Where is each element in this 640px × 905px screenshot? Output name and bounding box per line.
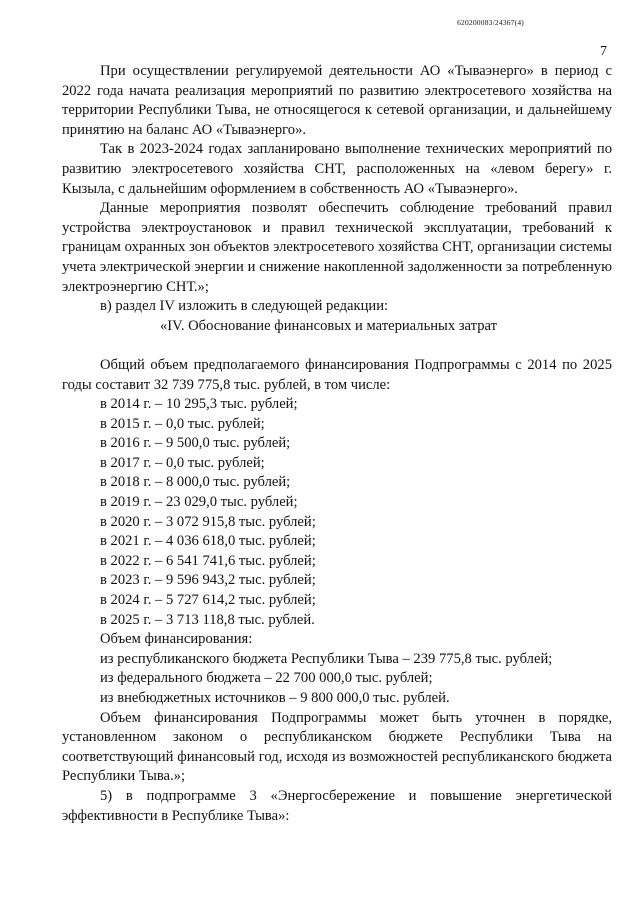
item-v-section-iv: в) раздел IV изложить в следующей редакции: xyxy=(100,298,389,315)
section-title: «IV. Обоснование финансовых и материальных затрат xyxy=(160,317,497,334)
funding-source-item: из федерального бюджета – 22 700 000,0 тыс. рублей; xyxy=(100,670,433,687)
year-funding-item: в 2016 г. – 9 500,0 тыс. рублей; xyxy=(100,435,291,452)
funding-volume-label: Объем финансирования: xyxy=(100,631,253,648)
paragraph-measures-effect: Данные мероприятия позволят обеспечить соблюдение требований правил устройства электроустановок и правил технической эксплуатации, требований к границам охранных зон объектов электросетевого хозяйства СНТ, организации системы учета электрической энергии и снижение накопленной задолженности за потребленную электроэнергию СНТ.»; xyxy=(62,200,612,295)
year-funding-item: в 2019 г. – 23 029,0 тыс. рублей; xyxy=(100,494,298,511)
year-funding-item: в 2023 г. – 9 596 943,2 тыс. рублей; xyxy=(100,572,316,589)
blank-line xyxy=(62,336,612,356)
paragraph-funding-clarification: Объем финансирования Подпрограммы может быть уточнен в порядке, установленном законом о республиканском бюджете Республики Тыва на соответствующий финансовый год, исходя из возможностей республиканского бюджета Республики Тыва.»; xyxy=(62,709,612,785)
page-number: 7 xyxy=(600,44,607,59)
paragraph-regulated-activity: При осуществлении регулируемой деятельности АО «Тываэнерго» в период с 2022 года начата реализация мероприятий по развитию электросетевого хозяйства на территории Республики Тыва, не относящегося к сетевой организации, и дальнейшему принятию на баланс АО «Тываэнерго». xyxy=(62,63,612,138)
paragraph-subprogram-3: 5) в подпрограмме 3 «Энергосбережение и повышение энергетической эффективности в Республике Тыва»: xyxy=(62,787,612,824)
year-funding-item: в 2017 г. – 0,0 тыс. рублей; xyxy=(100,454,265,471)
year-funding-item: в 2024 г. – 5 727 614,2 тыс. рублей; xyxy=(100,592,316,609)
year-funding-item: в 2021 г. – 4 036 618,0 тыс. рублей; xyxy=(100,533,316,550)
funding-source-item: из внебюджетных источников – 9 800 000,0 тыс. рублей. xyxy=(100,690,450,706)
year-funding-item: в 2018 г. – 8 000,0 тыс. рублей; xyxy=(100,474,291,491)
paragraph-total-funding: Общий объем предполагаемого финансирования Подпрограммы с 2014 по 2025 годы составит 32 739 775,8 тыс. рублей, в том числе: xyxy=(62,356,612,393)
document-id: 620200083/24367(4) xyxy=(457,18,524,27)
year-funding-item: в 2014 г. – 10 295,3 тыс. рублей; xyxy=(100,396,298,413)
paragraph-planned-measures: Так в 2023-2024 годах запланировано выполнение технических мероприятий по развитию электросетевого хозяйства СНТ, расположенных на «левом берегу» г. Кызыла, с дальнейшим оформлением в собственность АО «Тываэнерго». xyxy=(62,141,612,197)
funding-source-item: из республиканского бюджета Республики Тыва – 239 775,8 тыс. рублей; xyxy=(100,650,553,667)
year-funding-item: в 2022 г. – 6 541 741,6 тыс. рублей; xyxy=(100,552,316,569)
year-funding-item: в 2020 г. – 3 072 915,8 тыс. рублей; xyxy=(100,513,316,530)
document-body xyxy=(62,62,612,826)
year-funding-item: в 2015 г. – 0,0 тыс. рублей; xyxy=(100,415,265,432)
year-funding-item: в 2025 г. – 3 713 118,8 тыс. рублей. xyxy=(100,611,315,628)
